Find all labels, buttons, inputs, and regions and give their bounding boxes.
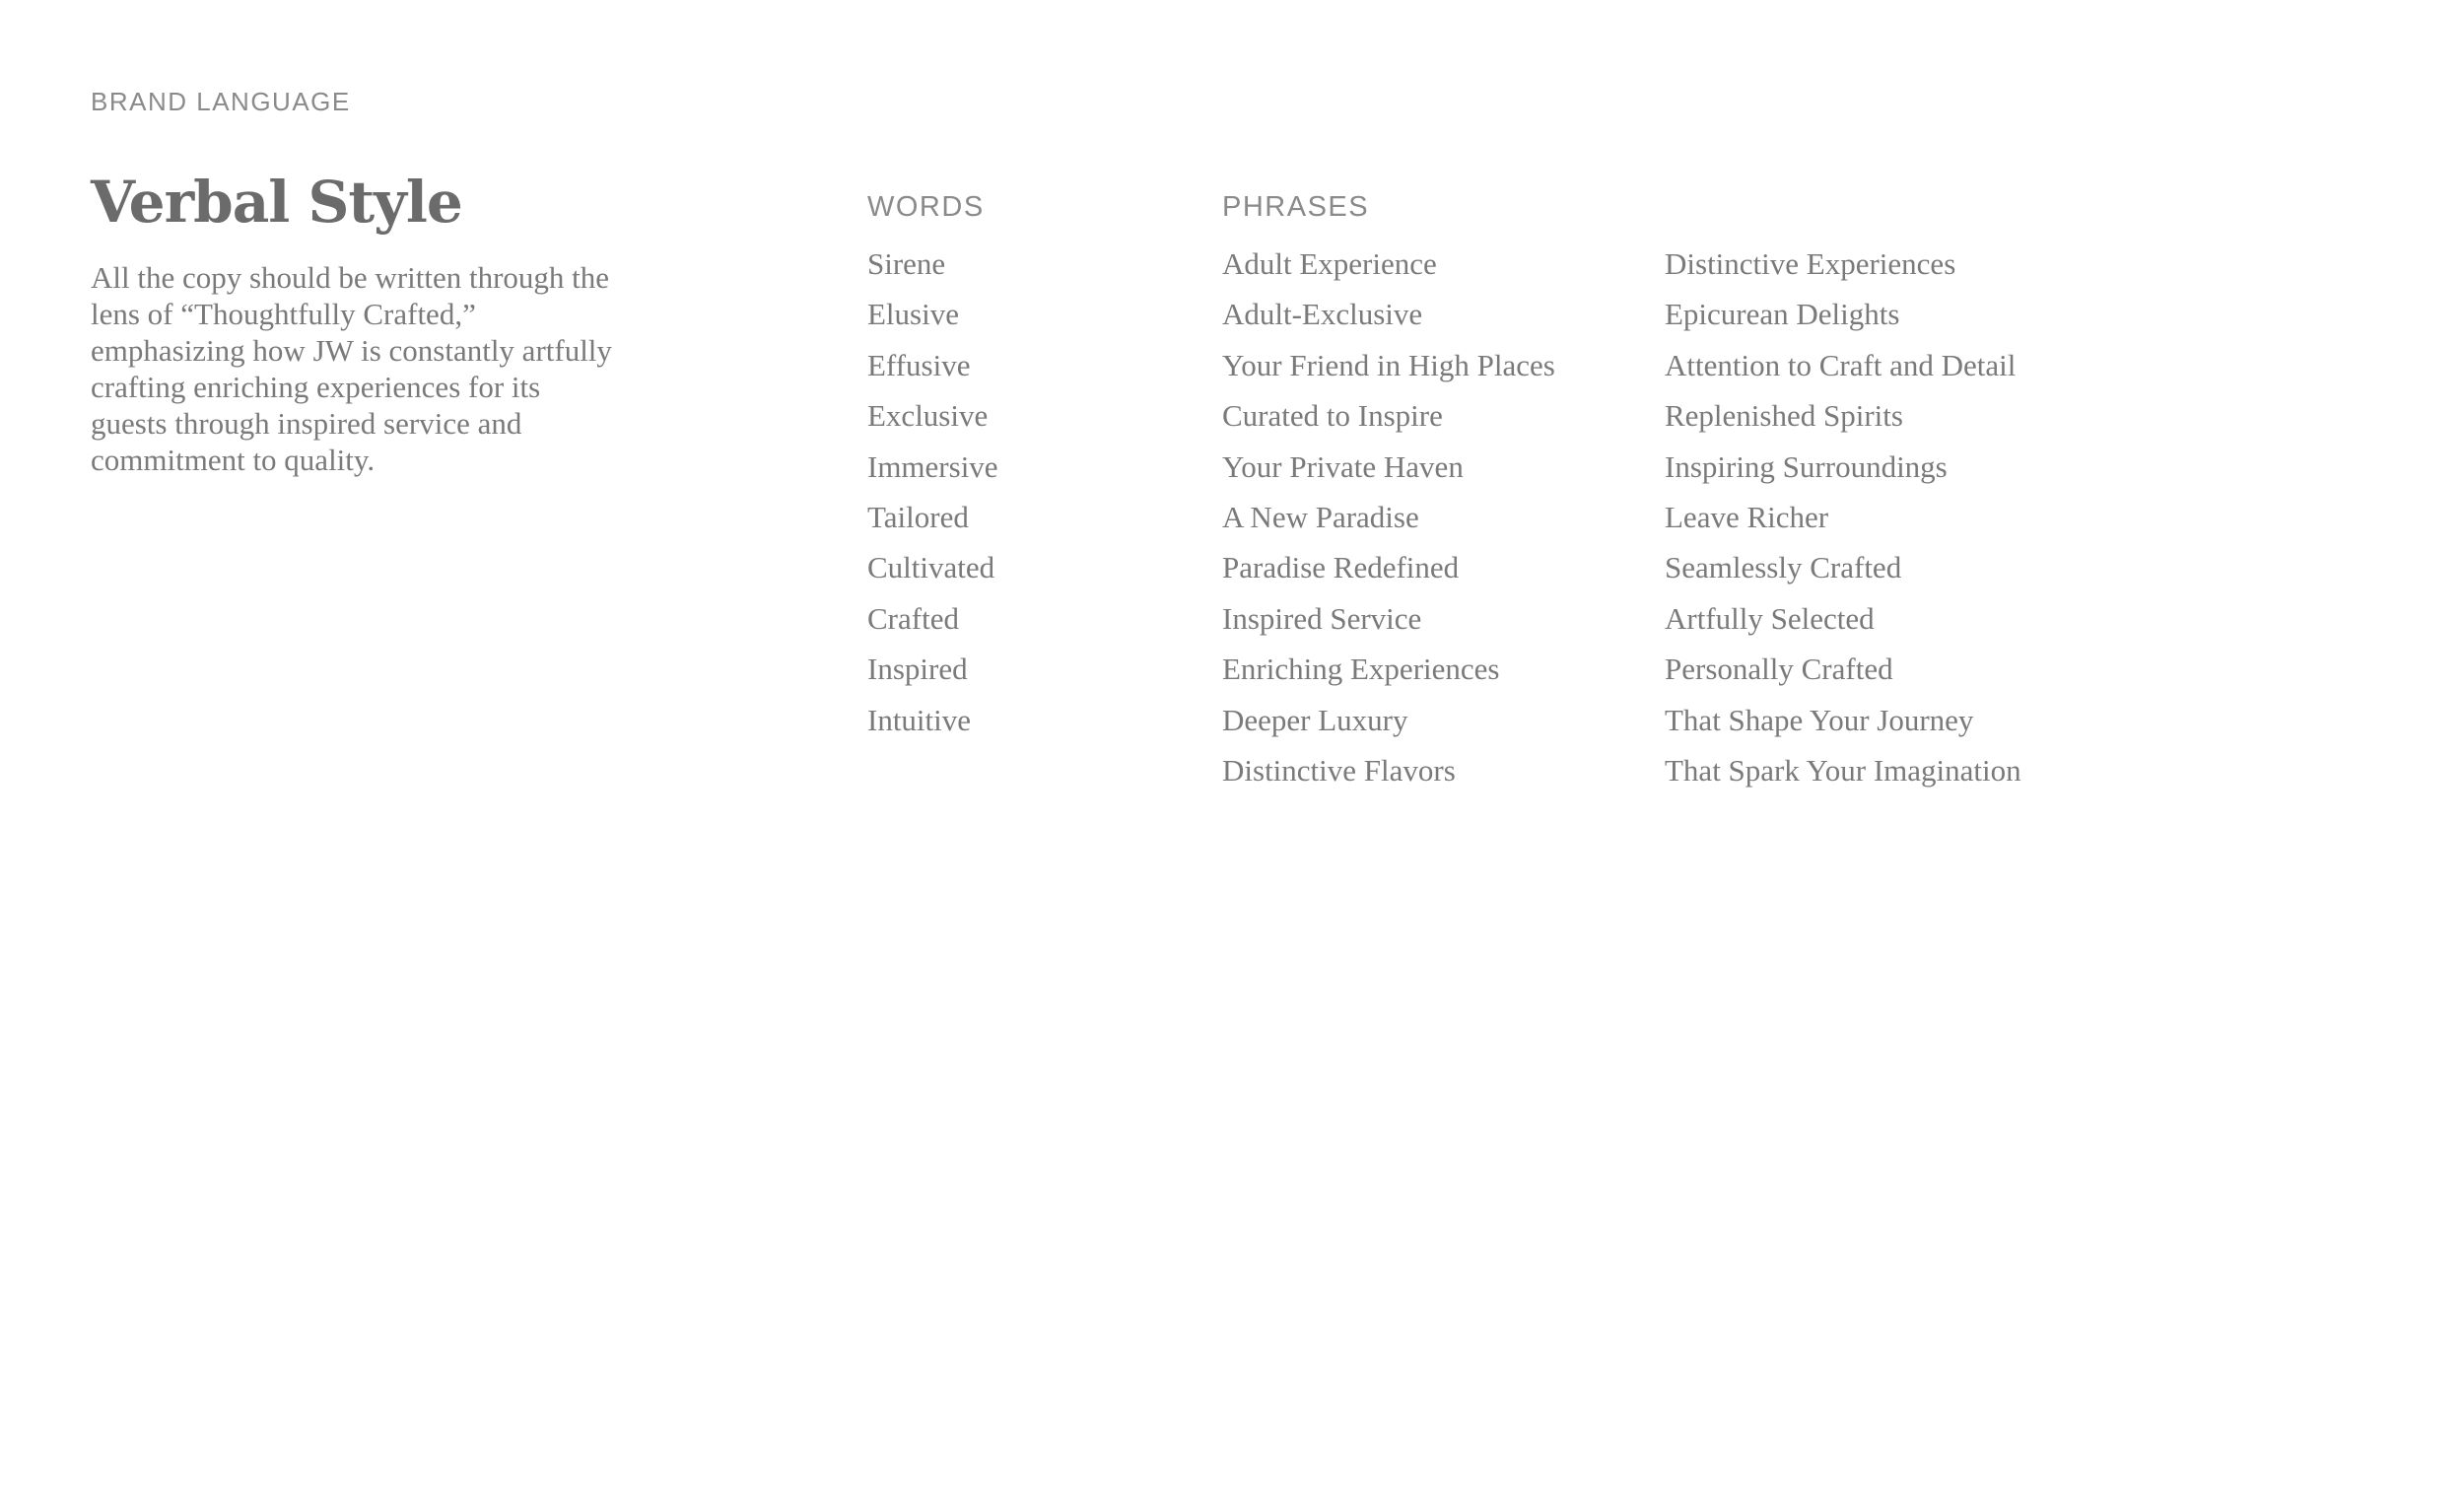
phrase-item: That Shape Your Journey xyxy=(1665,702,1974,737)
phrase-item: Distinctive Experiences xyxy=(1665,246,1956,281)
word-item: Tailored xyxy=(867,499,969,534)
phrase-item: Attention to Craft and Detail xyxy=(1665,347,2017,382)
phrases-header-spacer xyxy=(1665,187,2021,227)
phrase-item: Your Private Haven xyxy=(1222,448,1464,484)
word-item: Effusive xyxy=(867,347,971,382)
phrase-item: Personally Crafted xyxy=(1665,652,1893,687)
phrase-item: Enriching Experiences xyxy=(1222,652,1500,687)
word-item: Cultivated xyxy=(867,550,995,585)
phrase-item: Curated to Inspire xyxy=(1222,398,1443,434)
page-title: Verbal Style xyxy=(91,169,462,236)
phrase-item: Replenished Spirits xyxy=(1665,398,1903,434)
phrase-item: Inspiring Surroundings xyxy=(1665,448,1948,484)
phrases-header: PHRASES xyxy=(1222,191,1370,223)
phrase-item: That Spark Your Imagination xyxy=(1665,752,2021,788)
phrases-column-b xyxy=(1665,187,2021,795)
section-eyebrow: BRAND LANGUAGE xyxy=(91,87,351,116)
phrase-item: Artfully Selected xyxy=(1665,600,1875,636)
words-list xyxy=(867,239,998,745)
word-item: Elusive xyxy=(867,297,959,332)
phrase-item: Leave Richer xyxy=(1665,499,1829,534)
word-item: Immersive xyxy=(867,448,998,484)
word-item: Intuitive xyxy=(867,702,972,737)
phrase-item: Deeper Luxury xyxy=(1222,702,1408,737)
phrases-list-a xyxy=(1222,239,1555,795)
word-item: Sirene xyxy=(867,246,946,281)
phrase-item: Your Friend in High Places xyxy=(1222,347,1555,382)
phrases-list-b xyxy=(1665,239,2021,795)
phrase-item: Inspired Service xyxy=(1222,600,1422,636)
phrase-item: Seamlessly Crafted xyxy=(1665,550,1902,585)
phrase-item: Adult-Exclusive xyxy=(1222,297,1423,332)
phrase-item: Epicurean Delights xyxy=(1665,297,1900,332)
phrase-item: Paradise Redefined xyxy=(1222,550,1460,585)
words-column xyxy=(867,187,998,745)
phrase-item: Distinctive Flavors xyxy=(1222,752,1456,788)
phrase-item: A New Paradise xyxy=(1222,499,1419,534)
phrases-column-a xyxy=(1222,187,1555,795)
phrase-item: Adult Experience xyxy=(1222,246,1437,281)
intro-paragraph: All the copy should be written through the lens of “Thoughtfully Crafted,” emphasizing how JW is constantly artfully crafting enriching experiences for its guests through inspired service and commitment to quality. xyxy=(91,260,612,477)
word-item: Crafted xyxy=(867,600,959,636)
words-header: WORDS xyxy=(867,191,985,223)
word-item: Exclusive xyxy=(867,398,989,434)
word-item: Inspired xyxy=(867,652,968,687)
